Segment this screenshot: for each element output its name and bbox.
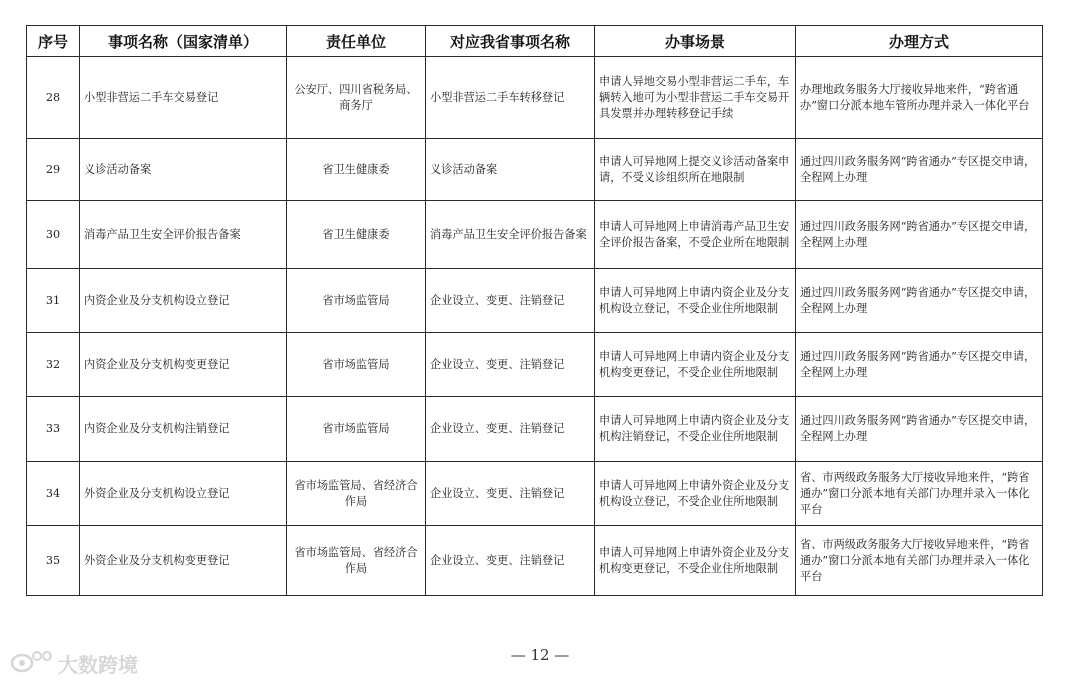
cell-unit: 省卫生健康委 — [287, 201, 426, 269]
table-row — [27, 333, 1043, 397]
cell-method: 办理地政务服务大厅接收异地来件，“跨省通办”窗口分派本地车管所办理并录入一体化平台 — [796, 57, 1043, 139]
cell-unit: 省卫生健康委 — [287, 139, 426, 201]
cell-item-name: 外资企业及分支机构变更登记 — [80, 526, 287, 596]
cell-no: 32 — [27, 333, 80, 397]
cell-method: 通过四川政务服务网“跨省通办”专区提交申请，全程网上办理 — [796, 139, 1043, 201]
watermark — [10, 648, 138, 679]
cell-no: 34 — [27, 462, 80, 526]
item-table — [26, 25, 1043, 596]
cell-province-item: 义诊活动备案 — [426, 139, 595, 201]
cell-unit: 省市场监管局、省经济合作局 — [287, 526, 426, 596]
table-row — [27, 462, 1043, 526]
header-item-name: 事项名称（国家清单） — [80, 26, 287, 57]
cell-province-item: 企业设立、变更、注销登记 — [426, 397, 595, 462]
cell-method: 省、市两级政务服务大厅接收异地来件，“跨省通办”窗口分派本地有关部门办理并录入一体化平台 — [796, 462, 1043, 526]
table-row — [27, 526, 1043, 596]
cell-unit: 公安厅、四川省税务局、商务厅 — [287, 57, 426, 139]
cell-scene: 申请人可异地网上提交义诊活动备案申请，不受义诊组织所在地限制 — [595, 139, 796, 201]
cell-unit: 省市场监管局 — [287, 397, 426, 462]
cell-unit: 省市场监管局、省经济合作局 — [287, 462, 426, 526]
cell-item-name: 消毒产品卫生安全评价报告备案 — [80, 201, 287, 269]
cell-no: 31 — [27, 269, 80, 333]
cell-method: 通过四川政务服务网“跨省通办”专区提交申请，全程网上办理 — [796, 201, 1043, 269]
cell-scene: 申请人可异地网上申请消毒产品卫生安全评价报告备案，不受企业所在地限制 — [595, 201, 796, 269]
header-province-item: 对应我省事项名称 — [426, 26, 595, 57]
cell-province-item: 企业设立、变更、注销登记 — [426, 333, 595, 397]
cell-unit: 省市场监管局 — [287, 269, 426, 333]
cell-item-name: 小型非营运二手车交易登记 — [80, 57, 287, 139]
cell-scene: 申请人可异地网上申请内资企业及分支机构设立登记，不受企业住所地限制 — [595, 269, 796, 333]
cell-scene: 申请人可异地网上申请内资企业及分支机构变更登记，不受企业住所地限制 — [595, 333, 796, 397]
weibo-logo-icon — [10, 648, 54, 679]
table-header-row — [27, 26, 1043, 57]
table-row — [27, 139, 1043, 201]
cell-province-item: 企业设立、变更、注销登记 — [426, 269, 595, 333]
cell-item-name: 外资企业及分支机构设立登记 — [80, 462, 287, 526]
cell-unit: 省市场监管局 — [287, 333, 426, 397]
cell-no: 35 — [27, 526, 80, 596]
cell-item-name: 内资企业及分支机构设立登记 — [80, 269, 287, 333]
table-row — [27, 397, 1043, 462]
cell-no: 29 — [27, 139, 80, 201]
cell-method: 通过四川政务服务网“跨省通办”专区提交申请，全程网上办理 — [796, 397, 1043, 462]
cell-item-name: 义诊活动备案 — [80, 139, 287, 201]
cell-item-name: 内资企业及分支机构变更登记 — [80, 333, 287, 397]
table-row — [27, 269, 1043, 333]
cell-no: 28 — [27, 57, 80, 139]
cell-method: 通过四川政务服务网“跨省通办”专区提交申请，全程网上办理 — [796, 333, 1043, 397]
page-number: — 12 — — [510, 646, 570, 664]
cell-province-item: 小型非营运二手车转移登记 — [426, 57, 595, 139]
cell-scene: 申请人可异地网上申请外资企业及分支机构设立登记，不受企业住所地限制 — [595, 462, 796, 526]
header-scene: 办事场景 — [595, 26, 796, 57]
cell-province-item: 消毒产品卫生安全评价报告备案 — [426, 201, 595, 269]
cell-no: 33 — [27, 397, 80, 462]
cell-province-item: 企业设立、变更、注销登记 — [426, 526, 595, 596]
cell-scene: 申请人异地交易小型非营运二手车，车辆转入地可为小型非营运二手车交易开具发票并办理转移登记手续 — [595, 57, 796, 139]
cell-no: 30 — [27, 201, 80, 269]
header-method: 办理方式 — [796, 26, 1043, 57]
header-unit: 责任单位 — [287, 26, 426, 57]
header-no: 序号 — [27, 26, 80, 57]
table-row — [27, 201, 1043, 269]
cell-scene: 申请人可异地网上申请外资企业及分支机构变更登记，不受企业住所地限制 — [595, 526, 796, 596]
cell-method: 通过四川政务服务网“跨省通办”专区提交申请，全程网上办理 — [796, 269, 1043, 333]
cell-method: 省、市两级政务服务大厅接收异地来件，“跨省通办”窗口分派本地有关部门办理并录入一体化平台 — [796, 526, 1043, 596]
table-row — [27, 57, 1043, 139]
cell-item-name: 内资企业及分支机构注销登记 — [80, 397, 287, 462]
cell-province-item: 企业设立、变更、注销登记 — [426, 462, 595, 526]
watermark-text: 大数跨境 — [58, 653, 138, 677]
cell-scene: 申请人可异地网上申请内资企业及分支机构注销登记，不受企业住所地限制 — [595, 397, 796, 462]
